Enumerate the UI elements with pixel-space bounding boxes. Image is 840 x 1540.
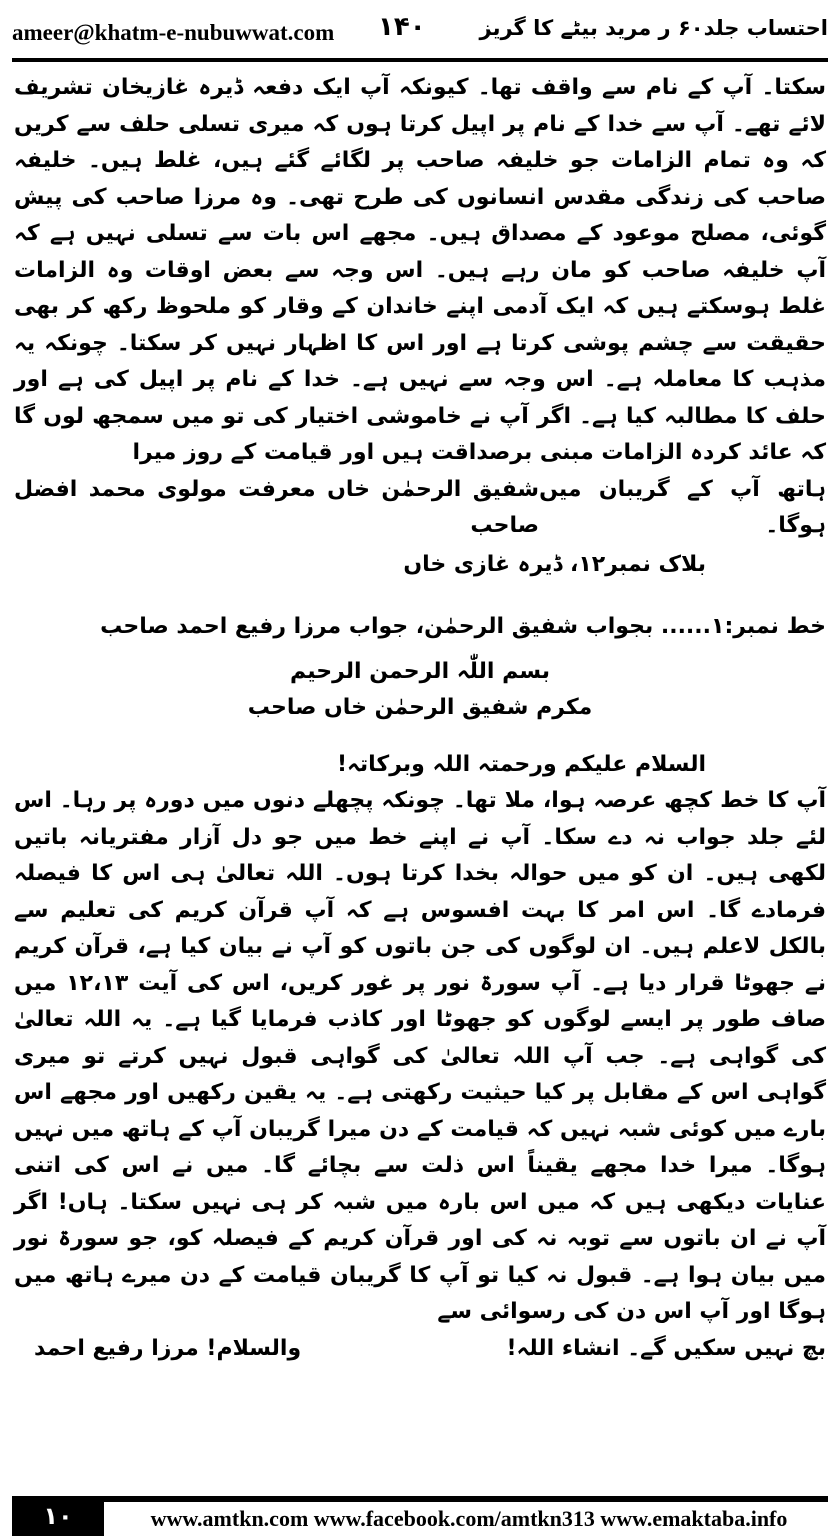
page-footer [0, 1490, 840, 1540]
addressee: مکرم شفیق الرحمٰن خاں صاحب [247, 695, 593, 720]
footer-rule [104, 1496, 828, 1502]
page-header [0, 0, 840, 62]
header-title: احتساب جلد۶۰ ر مرید بیٹے کا گریز [479, 16, 828, 40]
closing-text: بچ نہیں سکیں گے۔ انشاء اللہ! [506, 1335, 826, 1361]
header-email: ameer@khatm-e-nubuwwat.com [12, 20, 335, 45]
closing-signature: والسلام! مرزا رفیع احمد [34, 1335, 302, 1361]
paragraph-2: آپ کا خط کچھ عرصہ ہوا، ملا تھا۔ چونکہ پچھلے دنوں میں دورہ پر رہا۔ اس لئے جلد جواب نہ دے سکا۔ آپ نے اپنے خط میں جو دل آزار مفتریانہ باتیں لکھی ہیں۔ ان کو میں حوالہ بخدا کرتا ہوں۔ اللہ تعالیٰ ہی اس کا فیصلہ فرمادے گا۔ اس امر کا بہت افسوس ہے کہ آپ قرآن کریم کی تعلیم سے بالکل لاعلم ہیں۔ ان لوگوں کی جن باتوں کو آپ نے بیان کیا ہے، قرآن کریم نے جھوٹا قرار دیا ہے۔ آپ سورۃ نور پر غور کریں، اس کی آیت ۱۲،۱۳ میں صاف طور پر ایسے لوگوں کو جھوٹا اور کاذب فرمایا گیا ہے۔ یہ اللہ تعالیٰ کی گواہی ہے۔ جب آپ اللہ تعالیٰ کی گواہی قبول نہیں کرتے تو میری گواہی اس کے مقابل پر کیا حیثیت رکھتی ہے۔ یہ یقین رکھیں اور مجھے اس بارے میں کوئی شبہ نہیں کہ قیامت کے دن میرا گریبان آپ کے ہاتھ میں نہیں ہوگا۔ میرا خدا مجھے یقیناً اس ذلت سے بچائے گا۔ میں نے اس کی اتنی عنایات دیکھی ہیں کہ میں اس بارہ میں شبہ کر ہی نہیں سکتا۔ ہاں! اگر آپ نے ان باتوں سے توبہ نہ کی اور قرآن کریم کے فیصلہ کو، جو سورۃ نور میں بیان ہوا ہے۔ قبول نہ کیا تو آپ کا گریبان قیامت کے دن میرے ہاتھ میں ہوگا اور آپ اس دن کی رسوائی سے [14, 788, 826, 1324]
header-page-number: ۱۴۰ [378, 12, 426, 42]
closing-row [14, 1331, 826, 1368]
sender-signature: شفیق الرحمٰن خاں معرفت مولوی محمد افضل صاحب [14, 476, 540, 538]
paragraph-1: سکتا۔ آپ کے نام سے واقف تھا۔ کیونکہ آپ ایک دفعہ ڈیرہ غازیخان تشریف لائے تھے۔ آپ سے خدا کے نام پر اپیل کرتا ہوں کہ میری تسلی حلف سے کریں کہ وہ تمام الزامات جو خلیفہ صاحب پر لگائے گئے ہیں، غلط ہیں۔ خلیفہ صاحب کی زندگی مقدس انسانوں کی طرح تھی۔ وہ مرزا صاحب کی پیش گوئی، مصلح موعود کے مصداق ہیں۔ مجھے اس بات سے تسلی نہیں ہے کہ آپ خلیفہ صاحب کو مان رہے ہیں۔ اس وجہ سے بعض اوقات وہ الزامات غلط ہوسکتے ہیں کہ ایک آدمی اپنے خاندان کے وقار کو ملحوظ رکھ کر بھی حقیقت سے چشم پوشی کرتا ہے اور اس کا اظہار نہیں کر سکتا۔ چونکہ یہ مذہب کا معاملہ ہے۔ اس وجہ سے نہیں ہے۔ خدا کے نام پر اپیل کی ہے اور حلف کا مطالبہ کیا ہے۔ اگر آپ نے خاموشی اختیار کی تو میں سمجھ لوں گا کہ عائد کردہ الزامات مبنی برصداقت ہیں اور قیامت کے روز میرا [14, 75, 826, 465]
page-content [14, 70, 826, 1500]
footer-links: www.amtkn.com www.facebook.com/amtkn313 www.emaktaba.info [150, 1506, 788, 1531]
footer-page-number: ۱۰ [12, 1496, 104, 1536]
signature-row [14, 472, 826, 545]
header-rule [12, 58, 828, 62]
salutation: السلام علیکم ورحمتہ اللہ وبرکاتہ! [336, 751, 706, 777]
bismillah: بسم اللّٰہ الرحمن الرحیم [289, 658, 550, 684]
letter-heading: خط نمبر:۱...... بجواب شفیق الرحمٰن، جواب مرزا رفیع احمد صاحب [100, 614, 826, 639]
paragraph-1-last-line: ہاتھ آپ کے گریبان میں ہوگا۔ [539, 476, 826, 538]
sender-address: بلاک نمبر۱۲، ڈیرہ غازی خاں [403, 551, 706, 577]
